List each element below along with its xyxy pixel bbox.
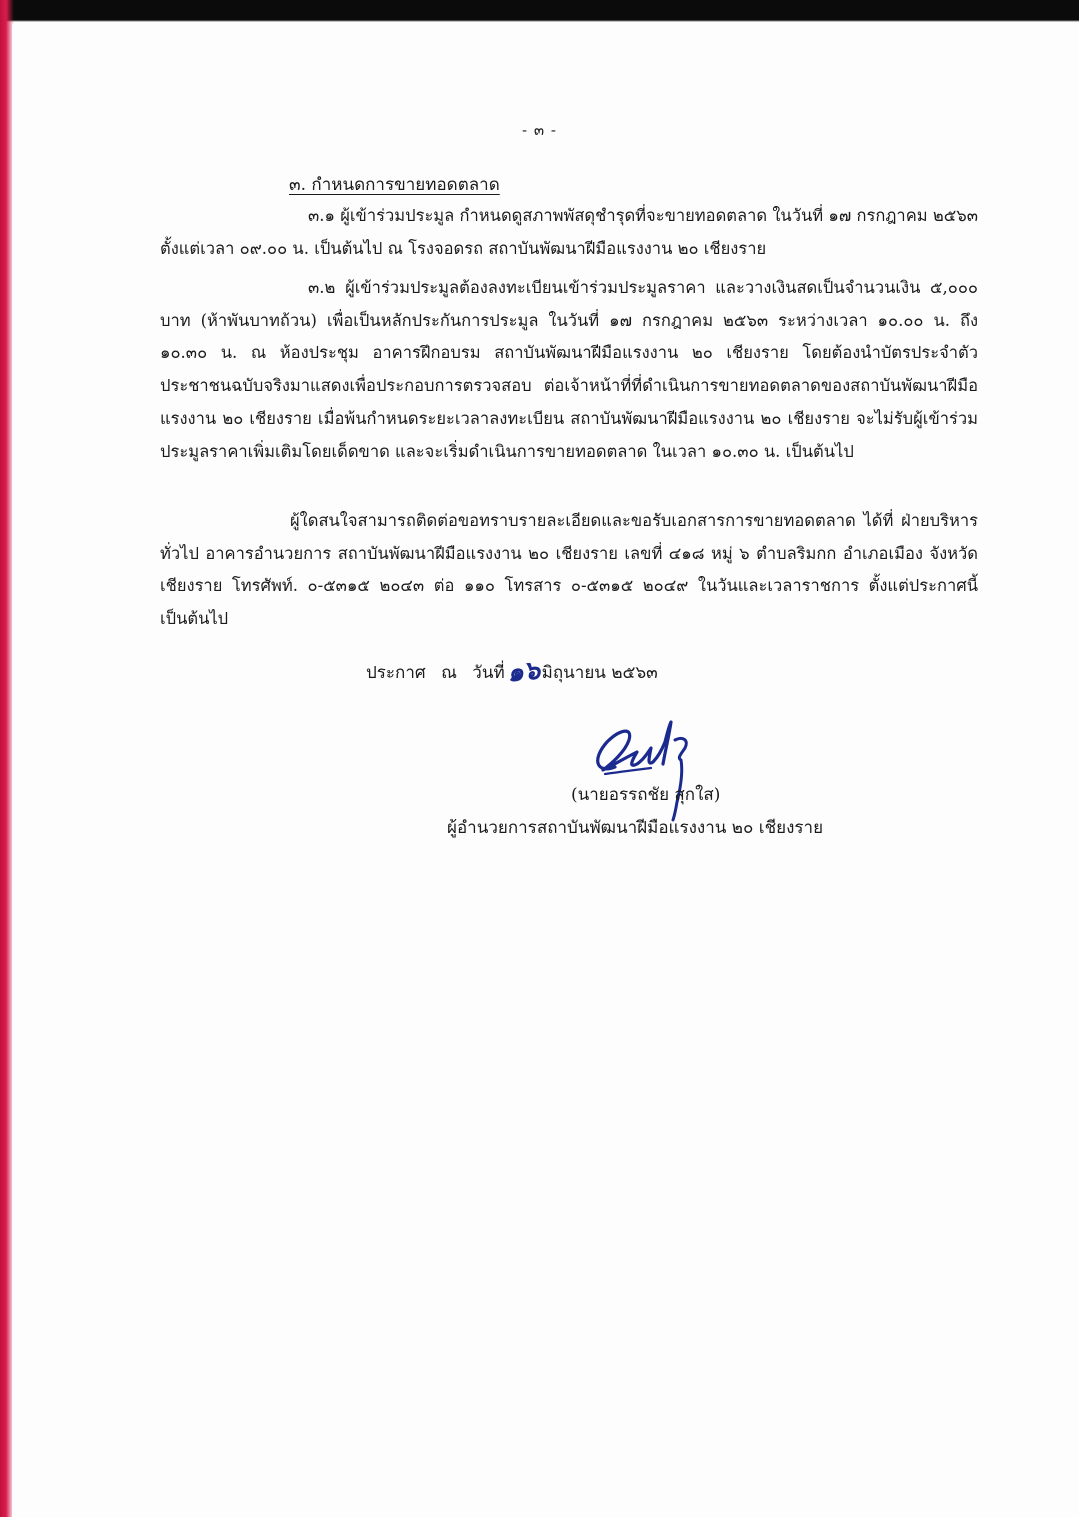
section-heading: ๓. กำหนดการขายทอดตลาด xyxy=(289,175,500,195)
paragraph-3-1: ๓.๑ ผู้เข้าร่วมประมูล กำหนดดูสภาพพัสดุชำรุดที่จะขายทอดตลาด ในวันที่ ๑๗ กรกฎาคม ๒๕๖๓ ตั้งแต่เวลา ๐๙.๐๐ น. เป็นต้นไป ณ โรงจอดรถ สถาบันพัฒนาฝีมือแรงงาน ๒๐ เชียงราย xyxy=(160,206,978,258)
paragraph-contact: ผู้ใดสนใจสามารถติดต่อขอทราบรายละเอียดและขอรับเอกสารการขายทอดตลาด ได้ที่ ฝ่ายบริหารทั่วไป อาคารอำนวยการ สถาบันพัฒนาฝีมือแรงงาน ๒๐ เชียงราย เลขที่ ๔๑๘ หมู่ ๖ ตำบลริมกก อำเภอเมือง จังหวัดเชียงราย โทรศัพท์. ๐-๕๓๑๕ ๒๐๔๓ ต่อ ๑๑๐ โทรสาร ๐-๕๓๑๕ ๒๐๔๙ ในวันและเวลาราชการ ตั้งแต่ประกาศนี้เป็นต้นไป xyxy=(160,511,978,629)
signatory-title: ผู้อำนวยการสถาบันพัฒนาฝีมือแรงงาน ๒๐ เชียงราย xyxy=(447,818,824,838)
announcement-date-line xyxy=(366,649,658,690)
paragraph-3-2: ๓.๒ ผู้เข้าร่วมประมูลต้องลงทะเบียนเข้าร่วมประมูลราคา และวางเงินสดเป็นจำนวนเงิน ๕,๐๐๐ บาท (ห้าพันบาทถ้วน) เพื่อเป็นหลักประกันการประมูล ในวันที่ ๑๗ กรกฎาคม ๒๕๖๓ ระหว่างเวลา ๑๐.๐๐ น. ถึง ๑๐.๓๐ น. ณ ห้องประชุม อาคารฝึกอบรม สถาบันพัฒนาฝีมือแรงงาน ๒๐ เชียงราย โดยต้องนำบัตรประจำตัวประชาชนฉบับจริงมาแสดงเพื่อประกอบการตรวจสอบ ต่อเจ้าหน้าที่ที่ดำเนินการขายทอดตลาดของสถาบันพัฒนาฝีมือแรงงาน ๒๐ เชียงราย เมื่อพ้นกำหนดระยะเวลาลงทะเบียน สถาบันพัฒนาฝีมือแรงงาน ๒๐ เชียงราย จะไม่รับผู้เข้าร่วมประมูลราคาเพิ่มเติมโดยเด็ดขาด และจะเริ่มดำเนินการขายทอดตลาด ในเวลา ๑๐.๓๐ น. เป็นต้นไป xyxy=(160,278,978,461)
announcement-prefix: ประกาศ xyxy=(366,663,426,683)
announcement-day-label: วันที่ xyxy=(472,663,505,683)
announcement-month-year: มิถุนายน ๒๕๖๓ xyxy=(541,663,658,683)
signatory-name: (นายอรรถชัย สุกใส) xyxy=(571,785,721,805)
announcement-at: ณ xyxy=(441,663,457,683)
handwritten-day: ๑๖ xyxy=(505,655,542,689)
page-number: - ๓ - xyxy=(522,121,557,139)
